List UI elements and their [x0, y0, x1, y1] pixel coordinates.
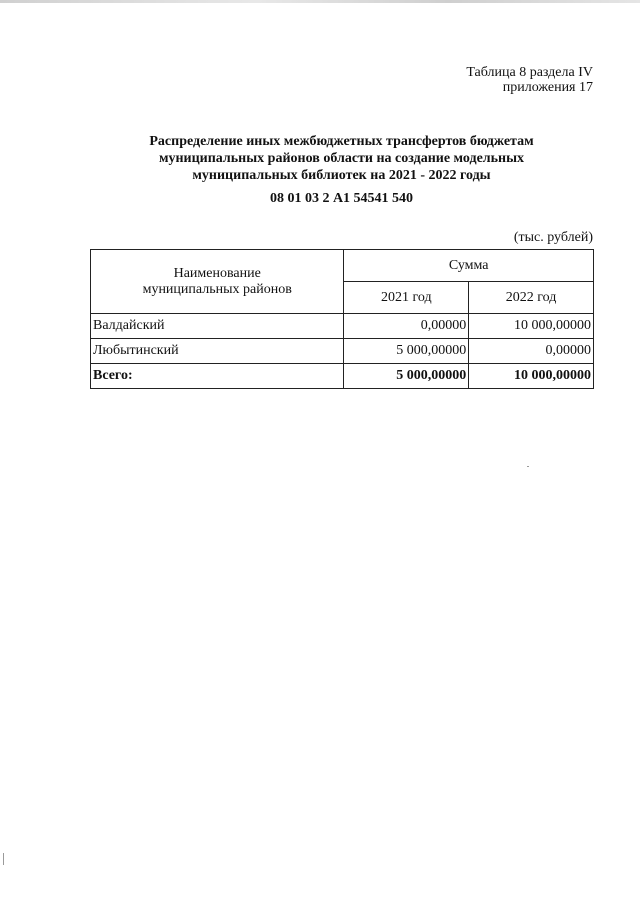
- column-header-name: [91, 250, 344, 314]
- title-line3: муниципальных библиотек на 2021 - 2022 годы: [192, 168, 491, 183]
- document-title: [90, 133, 593, 184]
- table-header-row: [91, 250, 594, 282]
- table-reference: [466, 65, 593, 95]
- budget-code: 08 01 03 2 А1 54541 540: [269, 191, 414, 206]
- column-header-sum: Сумма: [344, 250, 594, 282]
- table-total-row: [91, 364, 594, 389]
- distribution-table: [90, 249, 594, 389]
- scan-edge-mark: [3, 853, 4, 865]
- table-row: [91, 314, 594, 339]
- column-header-2022: 2022 год: [469, 282, 594, 314]
- units-label: (тыс. рублей): [513, 230, 593, 245]
- column-header-name-line1: Наименование: [173, 265, 261, 281]
- column-header-name-line2: муниципальных районов: [142, 281, 292, 297]
- scan-edge: [0, 0, 640, 3]
- row-value-2022: 0,00000: [469, 339, 594, 364]
- title-line2: муниципальных районов области на создание модельных: [158, 151, 525, 166]
- row-value-2021: 5 000,00000: [344, 339, 469, 364]
- total-value-2022: 10 000,00000: [469, 364, 594, 389]
- total-value-2021: 5 000,00000: [344, 364, 469, 389]
- title-line1: Распределение иных межбюджетных трансфертов бюджетам: [149, 134, 534, 149]
- row-name: Валдайский: [91, 314, 344, 339]
- row-name: Любытинский: [91, 339, 344, 364]
- table-reference-line2: приложения 17: [502, 80, 593, 95]
- scan-speck: [527, 466, 529, 467]
- row-value-2022: 10 000,00000: [469, 314, 594, 339]
- column-header-2021: 2021 год: [344, 282, 469, 314]
- table-reference-line1: Таблица 8 раздела IV: [466, 65, 593, 80]
- table-row: [91, 339, 594, 364]
- row-value-2021: 0,00000: [344, 314, 469, 339]
- total-label: Всего:: [91, 364, 344, 389]
